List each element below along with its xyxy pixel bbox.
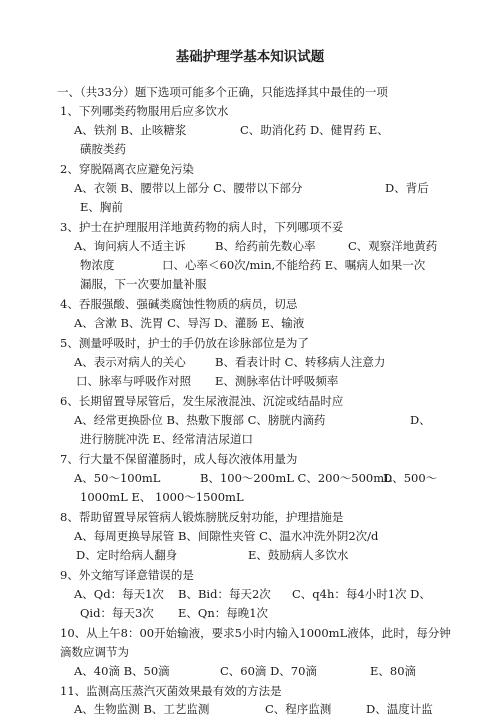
question-4-options-a: A、含漱 B、洗胃 C、导泻 D、灌肠 E、输液 bbox=[74, 316, 305, 330]
question-1-stem: 1、下列哪类药物服用后应多饮水 bbox=[60, 104, 229, 118]
section-instruction: 一、（共33分）题下选项可能多个正确，只能选择其中最佳的一项 bbox=[57, 85, 388, 99]
question-7-options-a: A、50～100mL bbox=[74, 471, 161, 485]
question-2-options-c: E、胸前 bbox=[80, 200, 123, 214]
question-6-options-c: 进行膀胱冲洗 E、经常清洁尿道口 bbox=[80, 432, 254, 446]
question-11-options-b: C、程序监测 bbox=[265, 702, 332, 716]
question-2-stem: 2、穿脱隔离衣应避免污染 bbox=[60, 162, 194, 176]
question-1-options-b: C、助消化药 D、健胃药 E、 bbox=[240, 123, 389, 137]
question-9-stem: 9、外文缩写译意错误的是 bbox=[60, 568, 194, 582]
question-7-options-d: 1000mL E、 1000～1500mL bbox=[80, 490, 244, 504]
question-6-options-a: A、经常更换卧位 B、热敷下腹部 C、膀胱内滴药 bbox=[74, 413, 326, 427]
question-3-options-b: B、给药前先数心率 bbox=[215, 239, 316, 253]
question-4-stem: 4、吞服强酸、强碱类腐蚀性物质的病员，切忌 bbox=[60, 297, 298, 311]
question-7-options-c: D、500～ bbox=[383, 471, 438, 485]
question-7-stem: 7、行大量不保留灌肠时，成人每次液体用量为 bbox=[60, 452, 298, 466]
question-11-options-c: D、温度计监 bbox=[366, 702, 433, 716]
question-8-options-c: E、鼓励病人多饮水 bbox=[248, 548, 349, 562]
question-7-options-b: B、100～200mL C、200～500mL bbox=[200, 471, 392, 485]
question-8-options-b: D、定时给病人翻身 bbox=[76, 548, 178, 562]
question-10-stem: 10、从上午8：00开始输液，要求5小时内输入1000mL液体，此时，每分钟 bbox=[60, 626, 451, 640]
question-5-options-b: B、看表计时 C、转移病人注意力 bbox=[215, 355, 386, 369]
question-9-options-e: E、Qn：每晚1次 bbox=[178, 606, 269, 620]
question-6-stem: 6、长期留置导尿管后，发生尿液混浊、沉淀或结晶时应 bbox=[60, 394, 344, 408]
question-5-stem: 5、测量呼吸时，护士的手仍放在诊脉部位是为了 bbox=[60, 336, 309, 350]
question-2-options-a: A、衣领 B、腰带以上部分 C、腰带以下部分 bbox=[74, 181, 303, 195]
question-1-options-c: 磺胺类药 bbox=[80, 142, 126, 156]
question-8-stem: 8、帮助留置导尿管病人锻炼膀胱反射功能，护理措施是 bbox=[60, 510, 344, 524]
question-10-options-c: E、80滴 bbox=[370, 664, 417, 678]
question-3-stem: 3、护士在护理服用洋地黄药物的病人时，下列哪项不妥 bbox=[60, 220, 344, 234]
question-3-options-c: C、观察洋地黄药 bbox=[348, 239, 438, 253]
question-10-options-a: A、40滴 B、50滴 bbox=[74, 664, 170, 678]
question-5-options-c: 口、脉率与呼吸作对照 bbox=[76, 374, 191, 388]
question-5-options-d: E、测脉率估计呼吸频率 bbox=[215, 374, 339, 388]
question-6-options-b: D、 bbox=[410, 413, 431, 427]
question-9-options-b: B、Bid：每天2次 bbox=[178, 587, 271, 601]
question-9-options-a: A、Qd：每天1次 bbox=[74, 587, 164, 601]
question-10-options-b: C、60滴 D、70滴 bbox=[220, 664, 317, 678]
question-11-stem: 11、监测高压蒸汽灭菌效果最有效的方法是 bbox=[60, 684, 282, 698]
question-2-options-b: D、背后 bbox=[385, 181, 429, 195]
question-11-options-a: A、生物监测 B、工艺监测 bbox=[74, 702, 210, 716]
question-1-options-a: A、铁剂 B、止咳糖浆 bbox=[74, 123, 187, 137]
question-3-options-a: A、询问病人不适主诉 bbox=[74, 239, 186, 253]
page-title: 基础护理学基本知识试题 bbox=[175, 49, 325, 65]
question-9-options-d: Qid：每天3次 bbox=[80, 606, 154, 620]
question-5-options-a: A、表示对病人的关心 bbox=[74, 355, 186, 369]
question-10-stem-cont: 滴数应调节为 bbox=[60, 645, 129, 659]
question-9-options-c: C、q4h：每4小时1次 D、 bbox=[292, 587, 431, 601]
question-3-options-f: 漏服，下一次要加量补服 bbox=[80, 277, 207, 291]
question-3-options-d: 物浓度 bbox=[80, 258, 115, 272]
question-3-options-e: 口、心率＜60次/min,不能给药 E、嘱病人如果一次 bbox=[162, 258, 426, 272]
question-8-options-a: A、每周更换导尿管 B、间隙性夹管 C、温水冲洗外阴2次/d bbox=[74, 529, 379, 543]
